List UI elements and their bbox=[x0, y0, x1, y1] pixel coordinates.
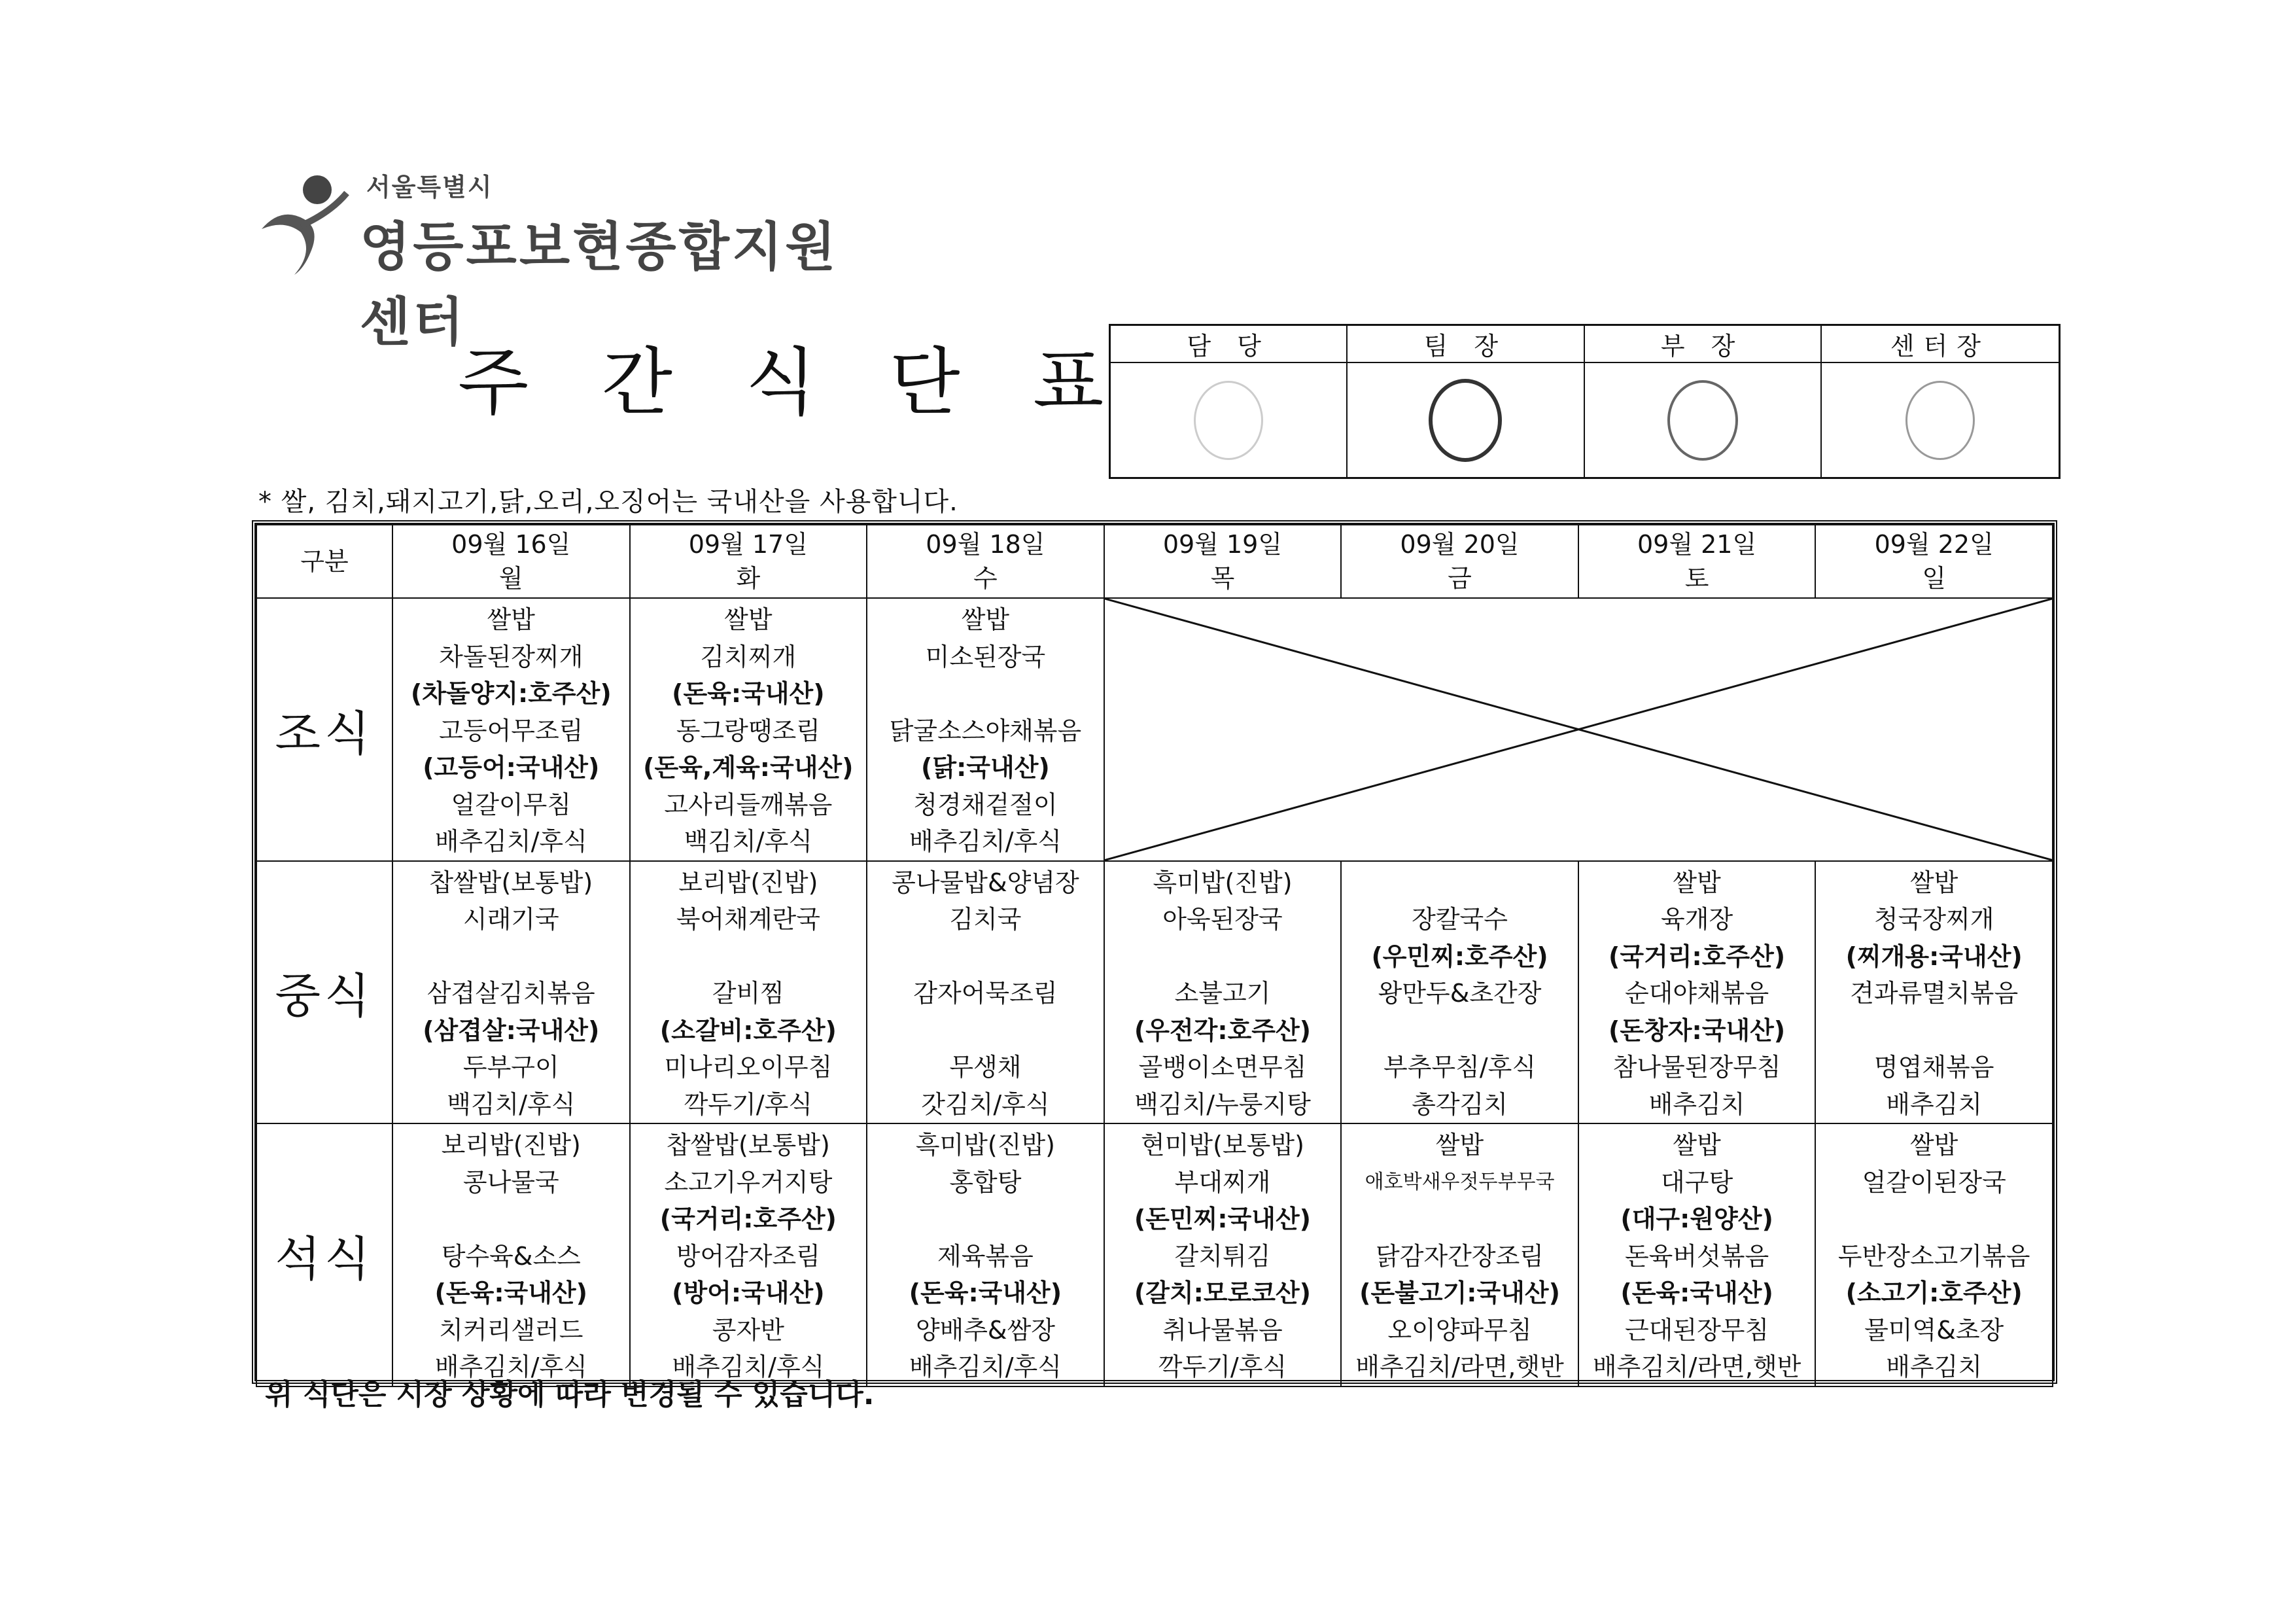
menu-item: 부대찌개 bbox=[1174, 1167, 1271, 1197]
menu-item bbox=[867, 938, 1104, 976]
menu-item: 두부구이 bbox=[462, 1053, 559, 1082]
menu-item: 동그랑땡조림 bbox=[676, 716, 820, 745]
menu-item: 콩자반 bbox=[712, 1315, 784, 1345]
menu-item: 왕만두&초간장 bbox=[1378, 979, 1542, 1008]
menu-item: (차돌양지:호주산) bbox=[410, 679, 612, 708]
menu-item: (돈육:국내산) bbox=[434, 1279, 588, 1307]
day-header bbox=[630, 525, 867, 598]
header-row bbox=[256, 525, 2053, 598]
day-of-week: 화 bbox=[736, 564, 761, 593]
menu-item: 감자어묵조림 bbox=[913, 979, 1058, 1008]
menu-item: (방어:국내산) bbox=[672, 1279, 825, 1307]
approval-role-director: 센터장 bbox=[1822, 326, 2059, 363]
menu-cell bbox=[1341, 1123, 1578, 1386]
menu-item: 총각김치 bbox=[1412, 1089, 1508, 1119]
menu-item: 명엽채볶음 bbox=[1873, 1053, 1994, 1082]
menu-item: 고등어무조림 bbox=[439, 716, 583, 745]
day-header bbox=[1578, 525, 1816, 598]
menu-item: (삼겹살:국내산) bbox=[423, 1015, 600, 1045]
menu-item: 보리밥(진밥) bbox=[678, 868, 818, 897]
menu-item: (돈민찌:국내산) bbox=[1134, 1205, 1312, 1233]
menu-item: (국거리:호주산) bbox=[659, 1205, 837, 1233]
menu-item bbox=[867, 675, 1104, 713]
menu-item: (우민찌:호주산) bbox=[1371, 942, 1548, 971]
menu-item: (돈육:국내산) bbox=[909, 1279, 1062, 1307]
menu-item: 장칼국수 bbox=[1412, 905, 1508, 934]
meal-label: 중식 bbox=[256, 861, 392, 1124]
menu-item: 쌀밥 bbox=[1673, 1131, 1721, 1159]
menu-cell bbox=[392, 1123, 630, 1386]
menu-item bbox=[867, 1012, 1104, 1050]
menu-item: (대구:원양산) bbox=[1620, 1205, 1773, 1233]
menu-item: 배추김치/후식 bbox=[672, 1352, 825, 1381]
menu-item: 삼겹살김치볶음 bbox=[426, 979, 595, 1008]
menu-item: 청경채겉절이 bbox=[913, 790, 1058, 819]
menu-item bbox=[1342, 1201, 1578, 1238]
menu-cell bbox=[392, 598, 630, 861]
menu-item: 김치국 bbox=[949, 905, 1022, 934]
menu-item: 찹쌀밥(보통밥) bbox=[666, 1131, 830, 1159]
menu-item: 찹쌀밥(보통밥) bbox=[429, 868, 593, 897]
seal-stamp-icon bbox=[1905, 381, 1975, 460]
menu-item: 탕수육&소스 bbox=[441, 1241, 581, 1271]
menu-item: (우전각:호주산) bbox=[1134, 1015, 1312, 1045]
approval-box bbox=[1109, 324, 2061, 479]
approval-sign-team-leader bbox=[1348, 363, 1584, 477]
menu-item: 애호박새우젓두부무국 bbox=[1365, 1170, 1555, 1193]
menu-cell bbox=[1578, 861, 1816, 1124]
menu-cell bbox=[1578, 1123, 1816, 1386]
menu-item: 소불고기 bbox=[1174, 979, 1271, 1008]
no-service-cell bbox=[1104, 598, 2053, 861]
menu-item: 아욱된장국 bbox=[1162, 905, 1283, 934]
menu-cell bbox=[1815, 1123, 2053, 1386]
menu-item: 흑미밥(진밥) bbox=[915, 1131, 1055, 1159]
menu-item: 보리밥(진밥) bbox=[441, 1131, 581, 1159]
seal-stamp-icon bbox=[1429, 379, 1502, 462]
menu-item: 배추김치/후식 bbox=[909, 1352, 1062, 1381]
menu-item: 취나물볶음 bbox=[1162, 1315, 1283, 1345]
menu-cell bbox=[630, 1123, 867, 1386]
footer-note: 위 식단은 시장 상황에 따라 변경될 수 있습니다. bbox=[265, 1378, 875, 1411]
menu-item: 골뱅이소면무침 bbox=[1138, 1053, 1307, 1082]
menu-item bbox=[1105, 938, 1341, 976]
page-title: 주 간 식 단 표 bbox=[458, 340, 1129, 425]
meal-label: 조식 bbox=[256, 598, 392, 861]
menu-item: (찌개용:국내산) bbox=[1845, 942, 2023, 971]
menu-item: (국거리:호주산) bbox=[1609, 942, 1786, 971]
day-of-week: 토 bbox=[1684, 564, 1709, 593]
day-of-week: 목 bbox=[1210, 564, 1235, 593]
menu-item: 무생채 bbox=[949, 1053, 1022, 1082]
menu-item: 미소된장국 bbox=[925, 642, 1046, 671]
menu-item: 소고기우거지탕 bbox=[664, 1167, 833, 1197]
menu-cell bbox=[1104, 861, 1342, 1124]
meal-label: 석식 bbox=[256, 1123, 392, 1386]
menu-item: (소고기:호주산) bbox=[1845, 1279, 2023, 1307]
menu-item: 백김치/누룽지탕 bbox=[1134, 1089, 1311, 1119]
menu-item: (돈육,계육:국내산) bbox=[643, 753, 854, 782]
menu-item: (닭:국내산) bbox=[921, 753, 1050, 782]
menu-item: 청국장찌개 bbox=[1873, 905, 1994, 934]
menu-item: 제육볶음 bbox=[937, 1241, 1034, 1271]
menu-item: 차돌된장찌개 bbox=[439, 642, 583, 671]
approval-sign-director bbox=[1822, 363, 2059, 477]
menu-item: 쌀밥 bbox=[1909, 1131, 1958, 1159]
menu-item: 두반장소고기볶음 bbox=[1837, 1241, 2030, 1271]
menu-item: 갈비찜 bbox=[712, 979, 784, 1008]
menu-item: 백김치/후식 bbox=[684, 827, 813, 856]
menu-item: 얼갈이무침 bbox=[451, 790, 572, 819]
menu-item: 쌀밥 bbox=[1435, 1131, 1484, 1159]
menu-item bbox=[1816, 1012, 2052, 1050]
menu-item: 미나리오이무침 bbox=[664, 1053, 833, 1082]
day-header bbox=[867, 525, 1104, 598]
menu-item: 배추김치/후식 bbox=[434, 827, 587, 856]
menu-item: 배추김치 bbox=[1886, 1352, 1983, 1381]
menu-item: 돈육버섯볶음 bbox=[1624, 1241, 1769, 1271]
menu-item: 배추김치/라면,햇반 bbox=[1592, 1352, 1801, 1381]
day-of-week: 금 bbox=[1448, 564, 1472, 593]
meal-row bbox=[256, 598, 2053, 861]
menu-cell bbox=[1815, 861, 2053, 1124]
menu-item: (갈치:모로코산) bbox=[1134, 1279, 1312, 1307]
menu-item: 배추김치/후식 bbox=[434, 1352, 587, 1381]
day-date: 09월 20일 bbox=[1400, 530, 1520, 559]
seal-stamp-icon bbox=[1667, 380, 1738, 461]
menu-item: 닭감자간장조림 bbox=[1376, 1241, 1544, 1271]
menu-item: 양배추&쌈장 bbox=[915, 1315, 1055, 1345]
menu-item: 부추무침/후식 bbox=[1383, 1053, 1537, 1082]
menu-item: 근대된장무침 bbox=[1624, 1315, 1769, 1345]
menu-item: 순대야채볶음 bbox=[1624, 979, 1769, 1008]
day-header bbox=[1815, 525, 2053, 598]
day-date: 09월 22일 bbox=[1874, 530, 1994, 559]
menu-item: 쌀밥 bbox=[724, 605, 773, 634]
menu-item: 치커리샐러드 bbox=[439, 1315, 583, 1345]
menu-item: 깍두기/후식 bbox=[1158, 1352, 1287, 1381]
menu-item: 백김치/후식 bbox=[447, 1089, 576, 1119]
day-date: 09월 21일 bbox=[1637, 530, 1757, 559]
menu-item: 시래기국 bbox=[462, 905, 559, 934]
menu-cell bbox=[392, 861, 630, 1124]
menu-item: 배추김치/후식 bbox=[909, 827, 1062, 856]
logo-center-name: 영등포보현종합지원센터 bbox=[360, 217, 839, 353]
menu-item: 배추김치 bbox=[1648, 1089, 1745, 1119]
menu-item: 콩나물국 bbox=[462, 1167, 559, 1197]
menu-item: 배추김치 bbox=[1886, 1089, 1983, 1119]
menu-item bbox=[1342, 864, 1578, 902]
menu-item: 현미밥(보통밥) bbox=[1141, 1131, 1304, 1159]
menu-item: 깍두기/후식 bbox=[684, 1089, 813, 1119]
menu-item: 쌀밥 bbox=[1673, 868, 1721, 897]
approval-sign-staff bbox=[1111, 363, 1348, 477]
menu-item bbox=[393, 938, 629, 976]
menu-item: 배추김치/라면,햇반 bbox=[1355, 1352, 1564, 1381]
approval-role-team-leader: 팀 장 bbox=[1348, 326, 1584, 363]
approval-role-manager: 부 장 bbox=[1585, 326, 1822, 363]
menu-item: 고사리들깨볶음 bbox=[664, 790, 833, 819]
approval-sign-manager bbox=[1585, 363, 1822, 477]
menu-cell bbox=[1341, 861, 1578, 1124]
weekly-menu-table bbox=[252, 520, 2057, 1384]
menu-item: 김치찌개 bbox=[700, 642, 797, 671]
seal-stamp-icon bbox=[1194, 381, 1263, 460]
menu-item bbox=[1342, 1012, 1578, 1050]
day-date: 09월 19일 bbox=[1162, 530, 1283, 559]
menu-item: (고등어:국내산) bbox=[423, 753, 600, 782]
approval-role-staff: 담 당 bbox=[1111, 326, 1348, 363]
menu-item: 쌀밥 bbox=[1909, 868, 1958, 897]
day-date: 09월 17일 bbox=[688, 530, 808, 559]
day-of-week: 수 bbox=[973, 564, 998, 593]
logo-figure-icon bbox=[255, 167, 353, 278]
menu-item: 물미역&초장 bbox=[1864, 1315, 2004, 1345]
menu-cell bbox=[867, 1123, 1104, 1386]
menu-item: 참나물된장무침 bbox=[1612, 1053, 1781, 1082]
menu-cell bbox=[630, 861, 867, 1124]
menu-item: 방어감자조림 bbox=[676, 1241, 820, 1271]
menu-item: (돈창자:국내산) bbox=[1609, 1015, 1786, 1045]
menu-cell bbox=[867, 598, 1104, 861]
day-of-week: 월 bbox=[498, 564, 523, 593]
menu-item: 얼갈이된장국 bbox=[1862, 1167, 2006, 1197]
menu-item: 쌀밥 bbox=[961, 605, 1010, 634]
menu-item: 갈치튀김 bbox=[1174, 1241, 1271, 1271]
menu-item: 대구탕 bbox=[1661, 1167, 1733, 1197]
menu-item bbox=[1816, 1201, 2052, 1238]
day-header bbox=[392, 525, 630, 598]
menu-item: 흑미밥(진밥) bbox=[1153, 868, 1293, 897]
center-logo bbox=[255, 160, 844, 353]
menu-item: (돈육:국내산) bbox=[672, 679, 825, 708]
cross-out-icon bbox=[1105, 599, 2052, 860]
menu-item: (돈육:국내산) bbox=[1620, 1279, 1773, 1307]
menu-item: 닭굴소스야채볶음 bbox=[889, 716, 1082, 745]
meal-row bbox=[256, 861, 2053, 1124]
origin-note: * 쌀, 김치,돼지고기,닭,오리,오징어는 국내산을 사용합니다. bbox=[258, 487, 958, 517]
menu-item bbox=[393, 1201, 629, 1238]
day-header bbox=[1341, 525, 1578, 598]
corner-label: 구분 bbox=[256, 525, 392, 598]
menu-item: 북어채계란국 bbox=[676, 905, 820, 934]
menu-cell bbox=[1104, 1123, 1342, 1386]
menu-item: 견과류멸치볶음 bbox=[1850, 979, 2019, 1008]
logo-city-text: 서울특별시 bbox=[366, 173, 493, 202]
day-of-week: 일 bbox=[1922, 564, 1947, 593]
menu-item: 홍합탕 bbox=[949, 1167, 1022, 1197]
menu-item: 갓김치/후식 bbox=[921, 1089, 1050, 1119]
day-date: 09월 18일 bbox=[926, 530, 1045, 559]
menu-item: (돈불고기:국내산) bbox=[1359, 1279, 1560, 1307]
menu-cell bbox=[630, 598, 867, 861]
menu-item bbox=[631, 938, 867, 976]
day-header bbox=[1104, 525, 1342, 598]
meal-row bbox=[256, 1123, 2053, 1386]
menu-item: (소갈비:호주산) bbox=[659, 1015, 837, 1045]
day-date: 09월 16일 bbox=[451, 530, 571, 559]
menu-item bbox=[867, 1201, 1104, 1238]
menu-item: 육개장 bbox=[1661, 905, 1733, 934]
menu-item: 오이양파무침 bbox=[1387, 1315, 1532, 1345]
menu-item: 콩나물밥&양념장 bbox=[892, 868, 1079, 897]
menu-item: 쌀밥 bbox=[487, 605, 535, 634]
menu-cell bbox=[867, 861, 1104, 1124]
